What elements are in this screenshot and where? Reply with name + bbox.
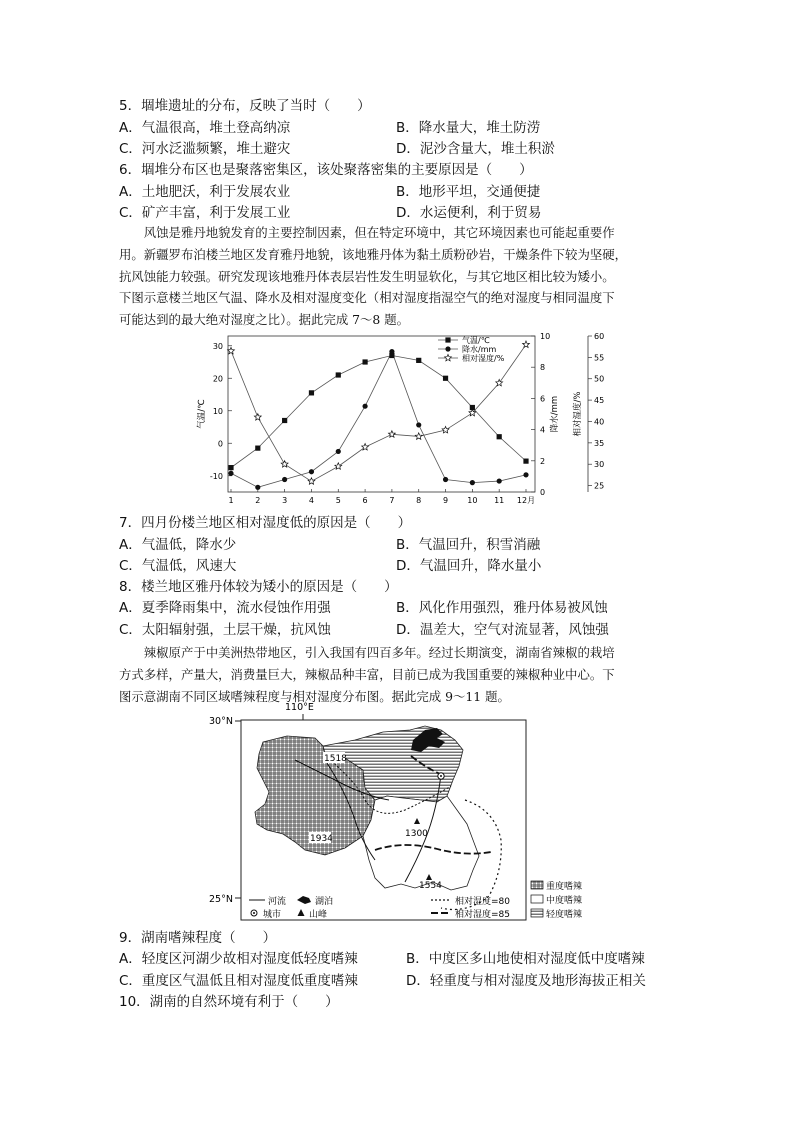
precip-axis-label: 降水/mm [550, 395, 560, 433]
data-point-star [523, 341, 530, 348]
q5-option-c: C．河水泛滥频繁，堆土避灾 [119, 141, 291, 157]
data-point-circle [228, 471, 233, 476]
month-tick-label: 5 [335, 496, 341, 505]
data-point-star [388, 431, 395, 438]
data-point-circle [443, 477, 448, 482]
data-point-square [255, 446, 260, 451]
lat-top-label: 30°N [209, 716, 233, 727]
q6-stem: 6．堌堆分布区也是聚落密集区，该处聚落密集的主要原因是（ ） [119, 162, 533, 178]
q7-option-c: C．气温低，风速大 [119, 558, 237, 574]
data-point-square [228, 465, 233, 470]
lon-label: 110°E [285, 702, 314, 713]
data-point-circle [282, 477, 287, 482]
legend-label: 气温/℃ [462, 336, 490, 345]
legend-heavy: 重度嗜辣 [546, 882, 583, 892]
peak-1518: 1518 [324, 754, 347, 764]
temp-axis-label: 气温/℃ [197, 399, 207, 429]
q7-option-d: D．气温回升，降水量小 [396, 558, 542, 574]
q7-stem: 7．四月份楼兰地区相对湿度低的原因是（ ） [119, 515, 412, 531]
q5-option-a: A．气温很高，堆土登高纳凉 [119, 120, 291, 136]
series-line-2 [231, 352, 526, 488]
month-tick-label: 6 [362, 496, 368, 505]
q5-option-b: B．降水量大，堆土防涝 [396, 120, 541, 136]
humidity-tick-label: 50 [594, 374, 605, 384]
q8-option-d: D．温差大，空气对流显著，风蚀强 [396, 622, 609, 638]
data-point-star [308, 478, 315, 485]
temp-tick-label: 20 [212, 374, 223, 384]
precip-tick-label: 4 [540, 425, 546, 435]
passage-line: 用。新疆罗布泊楼兰地区发育雅丹地貌，该地雅丹体为黏土质粉砂岩，干燥条件下较为坚硬， [119, 246, 628, 262]
spicy-legend [531, 880, 582, 920]
data-point-circle [389, 349, 394, 354]
month-tick-label: 1 [228, 496, 234, 505]
q6-option-b: B．地形平坦，交通便捷 [396, 184, 541, 200]
q8-option-a: A．夏季降雨集中，流水侵蚀作用强 [119, 600, 331, 616]
passage-line: 下图示意楼兰地区气温、降水及相对湿度变化（相对湿度指湿空气的绝对湿度与相同温度下 [119, 290, 615, 306]
passage-line: 可能达到的最大绝对湿度之比）。据此完成 7～8 题。 [119, 312, 410, 328]
month-tick-label: 11 [494, 496, 505, 505]
passage-line: 图示意湖南不同区域嗜辣程度与相对湿度分布图。据此完成 9～11 题。 [119, 688, 510, 704]
q7-option-a: A．气温低，降水少 [119, 537, 237, 553]
legend-rh80: 相对湿度=80 [455, 897, 510, 907]
series-line-3 [231, 345, 526, 482]
passage-yardang [119, 222, 677, 331]
q9-stem: 9．湖南嗜辣程度（ ） [119, 930, 277, 946]
q8-option-b: B．风化作用强烈，雅丹体易被风蚀 [396, 600, 608, 616]
data-point-square [282, 418, 287, 423]
legend-marker-star [445, 354, 452, 361]
humidity-tick-label: 30 [594, 460, 605, 470]
temp-tick-label: -10 [209, 471, 223, 481]
passage-pepper [119, 642, 677, 707]
legend-peak: 山峰 [309, 910, 328, 920]
data-point-circle [470, 480, 475, 485]
month-tick-label: 10 [467, 496, 478, 505]
q8-option-c: C．太阳辐射强，土层干燥，抗风蚀 [119, 622, 331, 638]
humidity-tick-label: 60 [594, 332, 605, 341]
legend-medium: 中度嗜辣 [546, 896, 583, 906]
temp-tick-label: 30 [212, 341, 223, 351]
data-point-square [336, 372, 341, 377]
month-tick-label: 2 [255, 496, 261, 505]
q6-option-a: A．土地肥沃，利于发展农业 [119, 184, 291, 200]
data-point-square [309, 390, 314, 395]
month-tick-label: 12月 [516, 496, 536, 505]
month-tick-label: 4 [308, 496, 315, 505]
legend-river: 河流 [268, 897, 287, 907]
legend-marker-circle [445, 346, 450, 351]
data-point-star [496, 379, 503, 386]
legend-light: 轻度嗜辣 [546, 910, 583, 920]
humidity-tick-label: 25 [594, 481, 605, 491]
month-tick-label: 7 [389, 496, 395, 505]
data-point-circle [497, 478, 502, 483]
q7-option-b: B．气温回升，积雪消融 [396, 537, 541, 553]
chart-frame [228, 336, 592, 492]
month-tick-label: 3 [282, 496, 288, 505]
humidity-axis-label: 相对湿度/% [573, 391, 583, 437]
q9-option-a: A．轻度区河湖少故相对湿度低轻度嗜辣 [119, 951, 358, 967]
humidity-tick-label: 45 [594, 396, 605, 406]
chart-lines [231, 345, 526, 488]
climate-chart [180, 330, 620, 510]
data-point-circle [362, 404, 367, 409]
data-point-star [415, 433, 422, 440]
data-point-star [335, 463, 342, 470]
data-point-circle [309, 469, 314, 474]
data-point-square [362, 359, 367, 364]
precip-tick-label: 6 [540, 394, 546, 404]
q9-option-b: B．中度区多山地使相对湿度低中度嗜辣 [406, 951, 645, 967]
data-point-star [254, 414, 261, 421]
passage-line: 辣椒原产于中美洲热带地区，引入我国有四百多年。经过长期演变，湖南省辣椒的栽培 [119, 645, 615, 660]
data-point-square [523, 459, 528, 464]
temp-tick-label: 10 [212, 406, 223, 416]
passage-line: 方式多样，产量大，消费量巨大，辣椒品种丰富，目前已成为我国重要的辣椒种业中心。下 [119, 666, 615, 682]
data-point-circle [523, 472, 528, 477]
legend-lake: 湖泊 [315, 897, 334, 907]
q8-stem: 8．楼兰地区雅丹体较为矮小的原因是（ ） [119, 579, 398, 595]
precip-tick-label: 8 [540, 363, 546, 373]
data-point-square [497, 434, 502, 439]
city-marker-dot [440, 775, 442, 777]
q5-stem: 5．堌堆遗址的分布，反映了当时（ ） [119, 98, 371, 114]
legend-city: 城市 [263, 910, 282, 920]
humidity-tick-label: 55 [594, 353, 605, 363]
chart-marks [228, 341, 530, 490]
data-point-circle [416, 422, 421, 427]
legend-marker-square [445, 337, 450, 342]
precip-tick-label: 2 [540, 456, 546, 466]
hunan-map [205, 700, 615, 925]
data-point-star [442, 426, 449, 433]
data-point-star [228, 347, 235, 354]
month-tick-label: 8 [416, 496, 422, 505]
peak-1300: 1300 [405, 829, 428, 839]
q9-option-d: D．轻重度与相对湿度及地形海拔正相关 [406, 973, 646, 989]
legend-rh85: 相对湿度=85 [455, 910, 510, 920]
passage-line: 风蚀是雅丹地貌发育的主要控制因素，但在特定环境中，其它环境因素也可能起重要作 [119, 225, 615, 240]
lat-bottom-label: 25°N [209, 894, 233, 905]
data-point-square [443, 376, 448, 381]
peak-1934: 1934 [310, 834, 333, 844]
series-line-1 [231, 356, 526, 468]
q6-option-d: D．水运便利，利于贸易 [396, 205, 542, 221]
q5-option-d: D．泥沙含量大，堆土积淤 [396, 141, 555, 157]
q6-option-c: C．矿产丰富，利于发展工业 [119, 205, 291, 221]
temp-tick-label: 0 [217, 439, 223, 449]
precip-tick-label: 10 [540, 332, 551, 341]
q10-stem: 10．湖南的自然环境有利于（ ） [119, 994, 339, 1010]
data-point-circle [255, 485, 260, 490]
passage-line: 抗风蚀能力较强。研究发现该地雅丹体表层岩性发生明显软化，与其它地区相比较为矮小。 [119, 268, 615, 284]
data-point-circle [336, 449, 341, 454]
precip-tick-label: 0 [540, 488, 546, 497]
month-tick-label: 9 [442, 496, 449, 505]
humidity-tick-label: 40 [594, 417, 605, 427]
legend-label: 相对湿度/% [462, 354, 505, 363]
data-point-square [416, 358, 421, 363]
humidity-tick-label: 35 [594, 438, 605, 448]
legend-label: 降水/mm [462, 345, 497, 354]
peak-1554: 1554 [419, 881, 442, 891]
q9-option-c: C．重度区气温低且相对湿度低重度嗜辣 [119, 973, 358, 989]
chart-legend [438, 335, 505, 363]
